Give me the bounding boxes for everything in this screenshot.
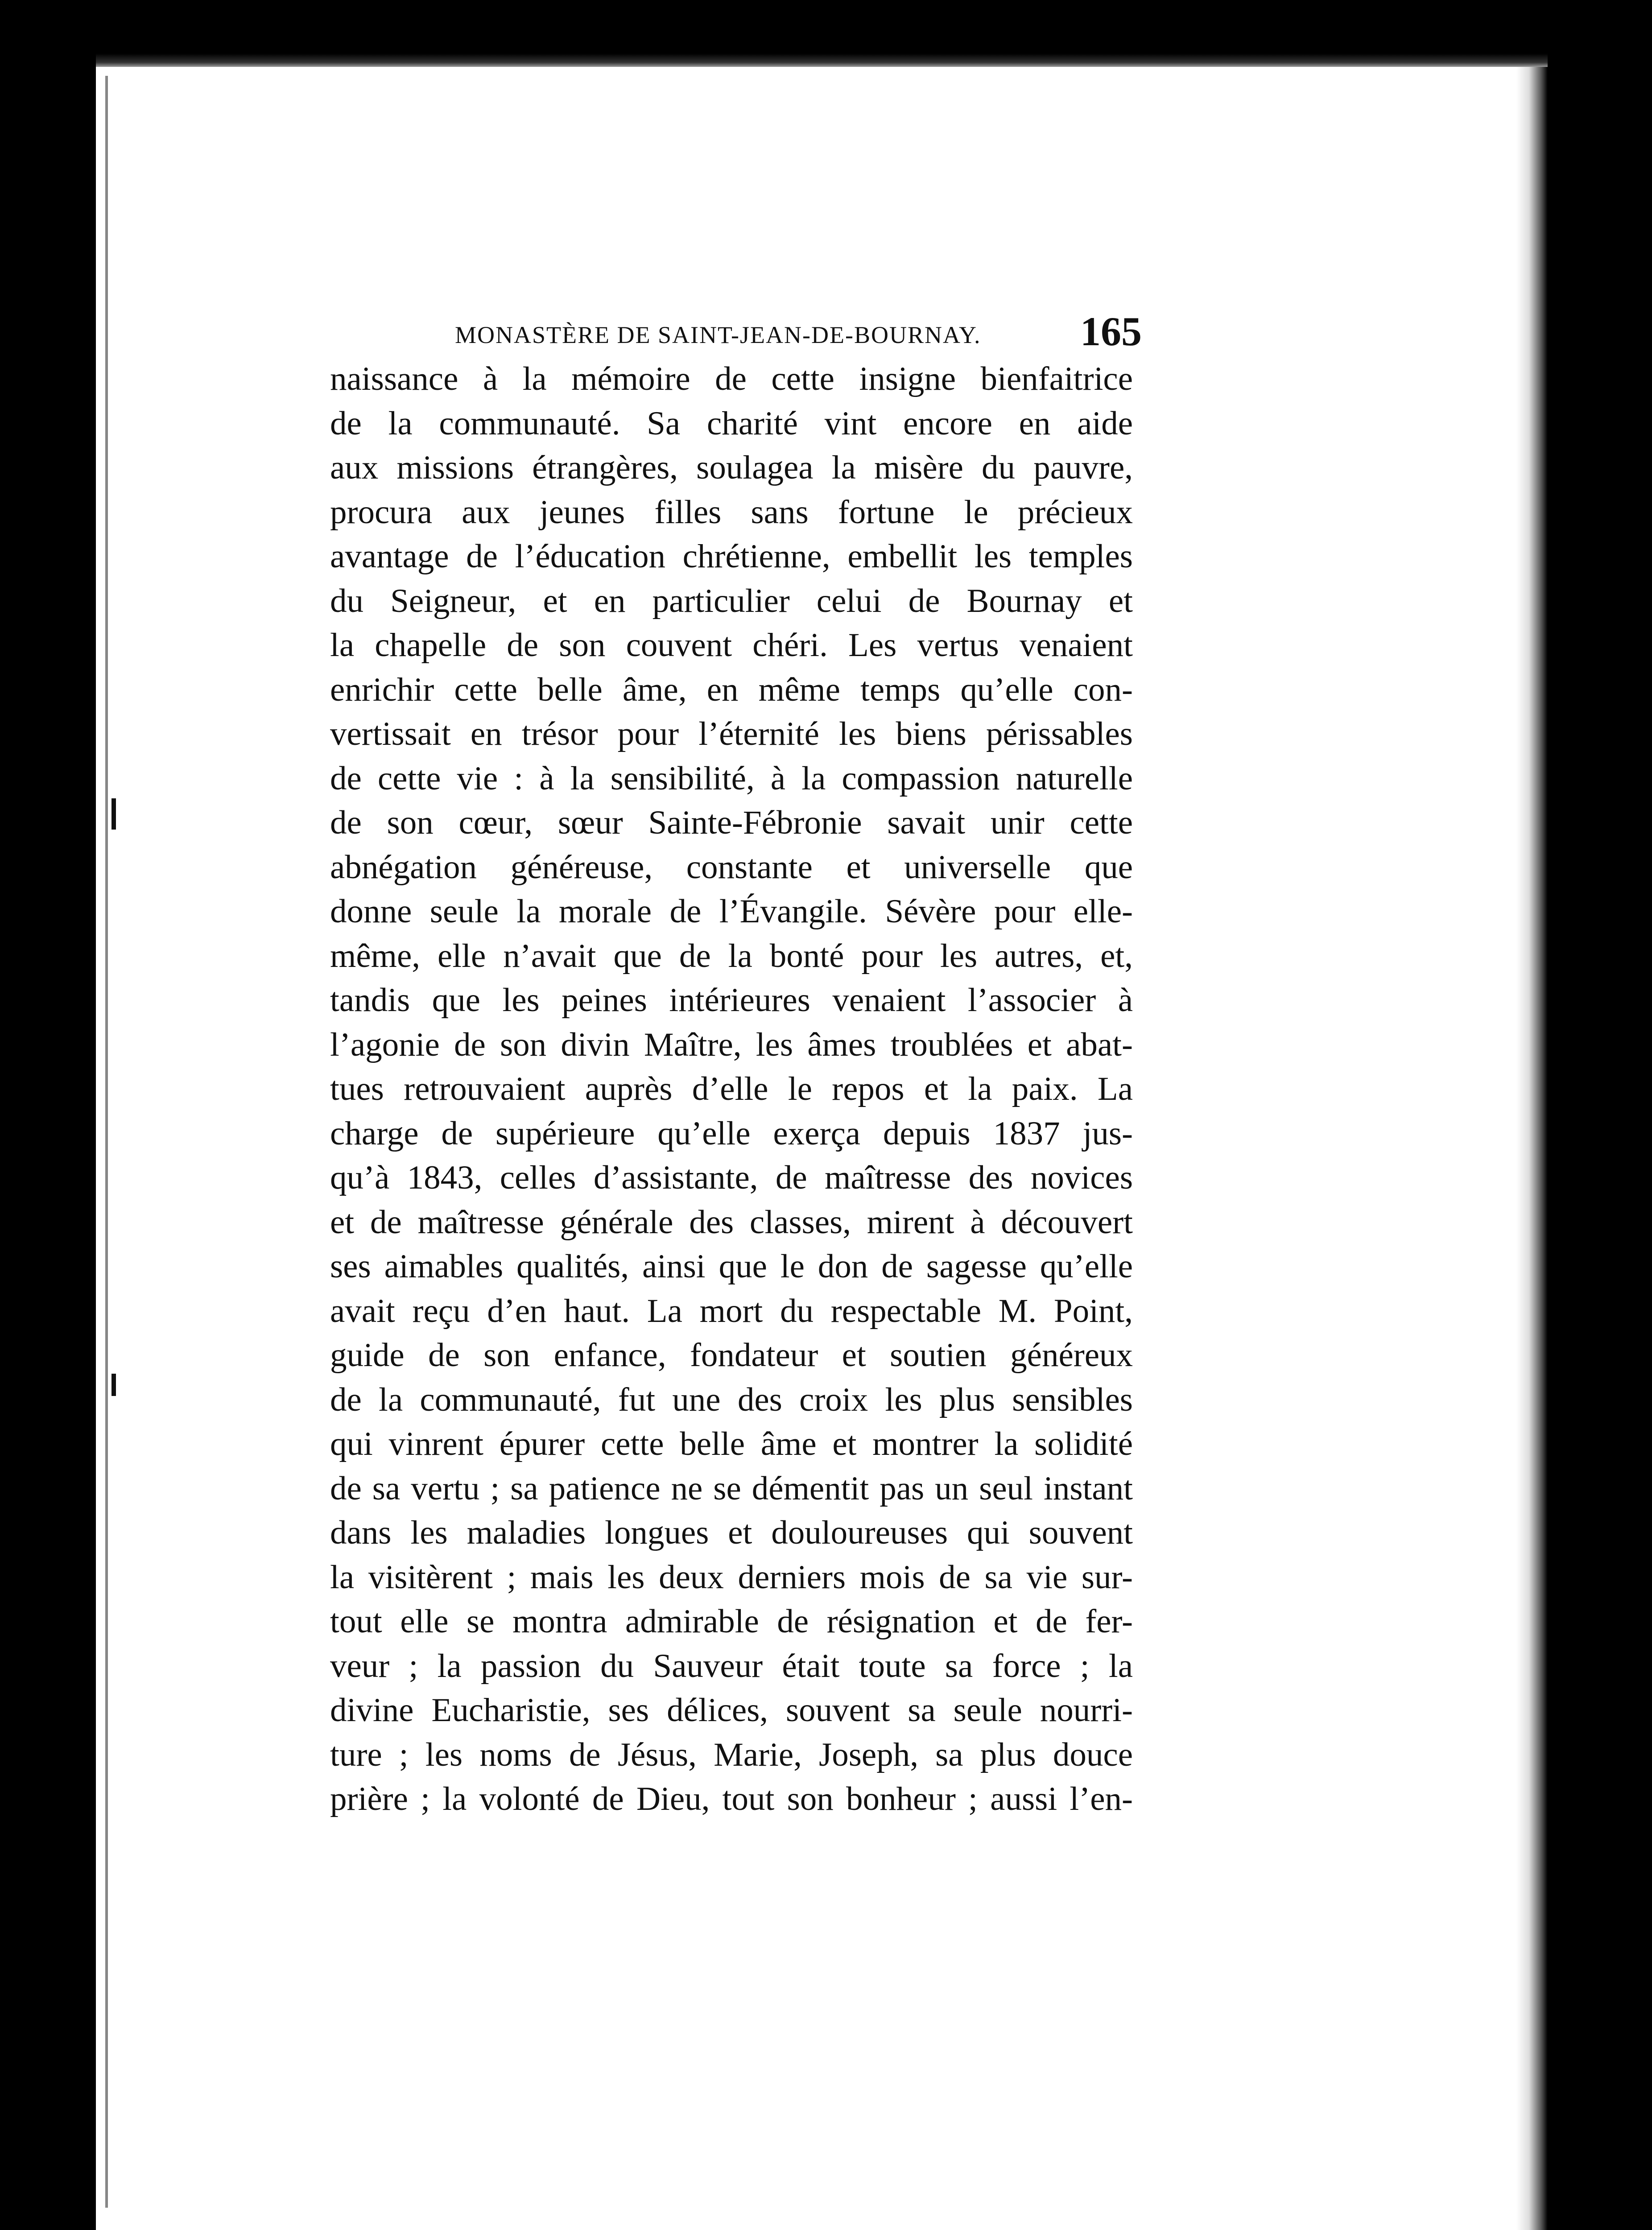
text-line: du Seigneur, et en particulier celui de Bournay et — [330, 582, 1133, 619]
text-line: charge de supérieure qu’elle exerça depuis 1837 jus- — [330, 1115, 1133, 1152]
text-line: et de maîtresse générale des classes, mirent à découvert — [330, 1203, 1133, 1241]
page-right-edge-shadow — [1516, 67, 1548, 2230]
text-line: la visitèrent ; mais les deux derniers mois de sa vie sur- — [330, 1558, 1133, 1596]
text-line: dans les maladies longues et douloureuses qui souvent — [330, 1514, 1133, 1551]
gutter-mark-1 — [112, 798, 116, 830]
gutter-shadow-line — [105, 76, 108, 2208]
text-line: de son cœur, sœur Sainte-Fébronie savait unir cette — [330, 804, 1133, 841]
text-line: tout elle se montra admirable de résignation et de fer- — [330, 1603, 1133, 1640]
text-line: abnégation généreuse, constante et universelle que — [330, 848, 1133, 886]
text-line: l’agonie de son divin Maître, les âmes troublées et abat- — [330, 1026, 1133, 1063]
text-line: divine Eucharistie, ses délices, souvent sa seule nourri- — [330, 1692, 1133, 1729]
running-head: MONASTÈRE DE SAINT-JEAN-DE-BOURNAY. — [455, 322, 981, 348]
text-line: qu’à 1843, celles d’assistante, de maîtresse des novices — [330, 1159, 1133, 1196]
text-line: avait reçu d’en haut. La mort du respectable M. Point, — [330, 1292, 1133, 1330]
text-line: de la communauté, fut une des croix les plus sensibles — [330, 1381, 1133, 1418]
text-line: procura aux jeunes filles sans fortune le précieux — [330, 493, 1133, 531]
text-line: donne seule la morale de l’Évangile. Sévère pour elle- — [330, 893, 1133, 930]
text-line: guide de son enfance, fondateur et soutien généreux — [330, 1337, 1133, 1374]
text-line: naissance à la mémoire de cette insigne bienfaitrice — [330, 360, 1133, 397]
text-line: de cette vie : à la sensibilité, à la compassion naturelle — [330, 760, 1133, 797]
body-text — [330, 357, 1133, 1821]
text-line: avantage de l’éducation chrétienne, embellit les temples — [330, 538, 1133, 575]
text-line: veur ; la passion du Sauveur était toute sa force ; la — [330, 1647, 1133, 1685]
text-line: la chapelle de son couvent chéri. Les vertus venaient — [330, 627, 1133, 664]
text-line: ture ; les noms de Jésus, Marie, Joseph, sa plus douce — [330, 1736, 1133, 1773]
text-line: tues retrouvaient auprès d’elle le repos et la paix. La — [330, 1070, 1133, 1107]
text-line: vertissait en trésor pour l’éternité les biens périssables — [330, 715, 1133, 752]
text-line: prière ; la volonté de Dieu, tout son bonheur ; aussi l’en- — [330, 1780, 1133, 1817]
text-line: de sa vertu ; sa patience ne se démentit pas un seul instant — [330, 1470, 1133, 1507]
text-line: de la communauté. Sa charité vint encore en aide — [330, 405, 1133, 442]
text-line: même, elle n’avait que de la bonté pour les autres, et, — [330, 937, 1133, 975]
text-line: ses aimables qualités, ainsi que le don de sagesse qu’elle — [330, 1248, 1133, 1285]
text-line: qui vinrent épurer cette belle âme et montrer la solidité — [330, 1425, 1133, 1462]
gutter-mark-2 — [112, 1374, 116, 1396]
text-line: tandis que les peines intérieures venaient l’associer à — [330, 982, 1133, 1019]
text-line: enrichir cette belle âme, en même temps qu’elle con- — [330, 671, 1133, 708]
text-line: aux missions étrangères, soulagea la misère du pauvre, — [330, 449, 1133, 486]
page-header — [455, 308, 1142, 357]
page-number: 165 — [1080, 309, 1142, 354]
